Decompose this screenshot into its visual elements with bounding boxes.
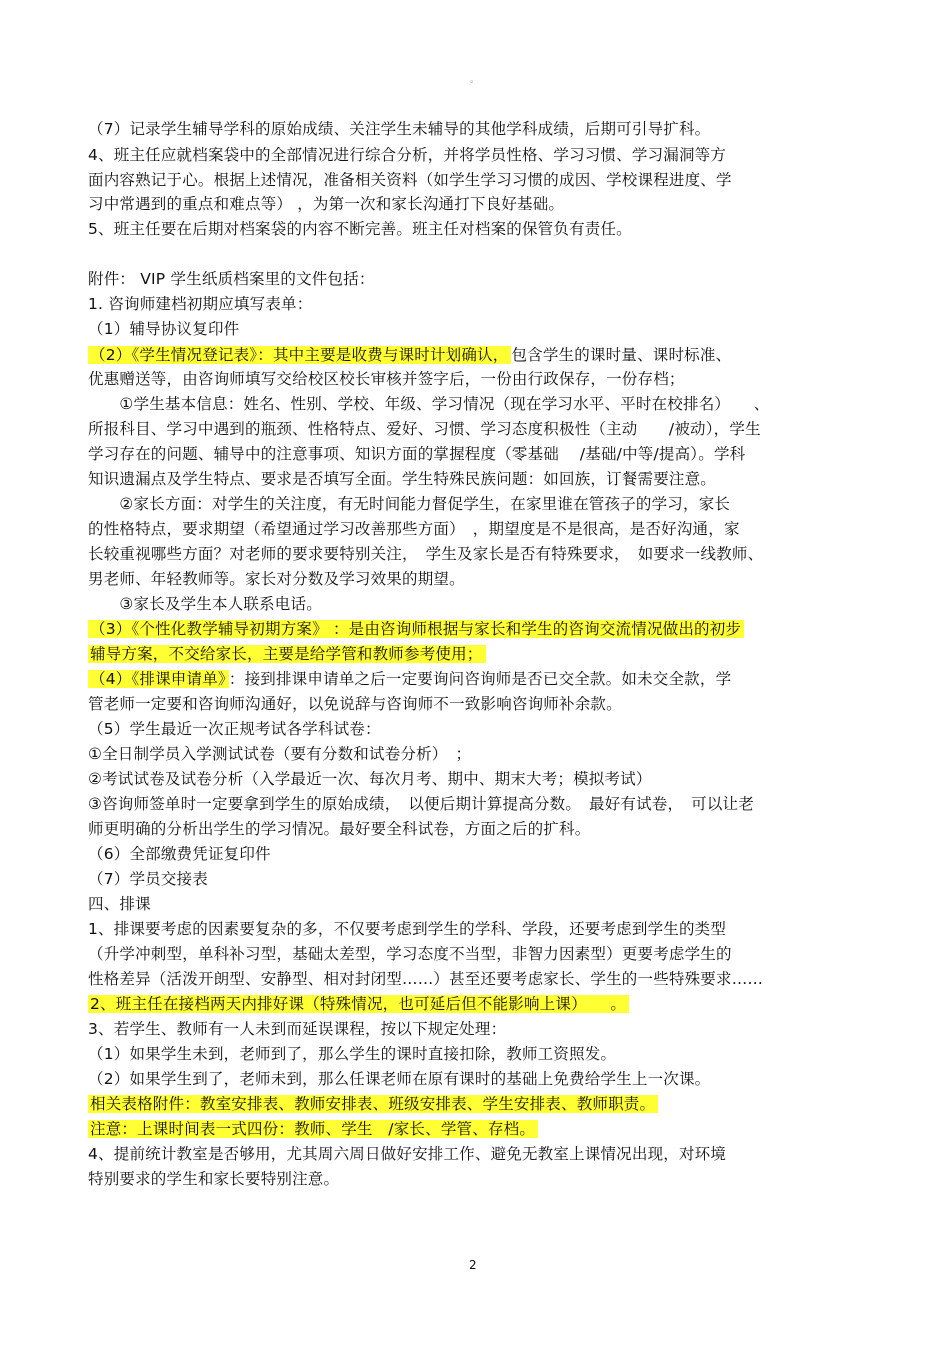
text-segment: 包含学生的课时量、课时标准、 — [511, 346, 732, 364]
text-line: 管老师一定要和咨询师沟通好，以免说辞与咨询师不一致影响咨询师补余款。 — [88, 695, 622, 713]
text-line: 附件： VIP 学生纸质档案里的文件包括： — [88, 270, 375, 288]
text-line: 习中常遇到的重点和难点等） ，为第一次和家长沟通打下良好基础。 — [88, 195, 565, 213]
text-line: ③家长及学生本人联系电话。 — [88, 595, 322, 613]
text-line: 长较重视哪些方面？对老师的要求要特别关注， 学生及家长是否有特殊要求， 如要求一线教师、 — [88, 545, 764, 563]
text-line: （2）如果学生到了，老师未到，那么任课老师在原有课时的基础上免费给学生上一次课。 — [88, 1070, 711, 1088]
highlight: 2、班主任在接档两天内排好课（特殊情况，也可延后但不能影响上课） 。 — [88, 995, 629, 1013]
text-segment: ：接到排课申请单之后一定要询问咨询师是否已交全款。如未交全款，学 — [228, 670, 732, 688]
highlight: （3）《个性化教学辅导初期方案》 ：是由咨询师根据与家长和学生的咨询交流情况做出的初步 — [88, 620, 744, 638]
text-line: （升学冲刺型，单科补习型，基础太差型，学习态度不当型，非智力因素型）更要考虑学生的 — [88, 945, 732, 963]
highlight: 相关表格附件：教室安排表、教师安排表、班级安排表、学生安排表、教师职责。 — [88, 1095, 658, 1113]
text-line — [88, 345, 731, 367]
text-line: ②考试试卷及试卷分析（入学最近一次、每次月考、期中、期末大考；模拟考试） — [88, 770, 652, 788]
text-line: 所报科目、学习中遇到的瓶颈、性格特点、爱好、习惯、学习态度积极性（主动 /被动），学生 — [88, 420, 761, 438]
section-heading: 四、排课 — [88, 895, 151, 913]
text-line: （1）如果学生未到，老师到了，那么学生的课时直接扣除，教师工资照发。 — [88, 1045, 617, 1063]
text-line: 男老师、年轻教师等。家长对分数及学习效果的期望。 — [88, 570, 465, 588]
text-line: 面内容熟记于心。根据上述情况，准备相关资料（如学生学习习惯的成因、学校课程进度、学 — [88, 171, 732, 189]
highlight: 注意：上课时间表一式四份：教师、学生 /家长、学管、存档。 — [88, 1120, 538, 1138]
text-line: ①学生基本信息：姓名、性别、学校、年级、学习情况（现在学习水平、平时在校排名） 、 — [88, 395, 770, 413]
text-line: ③咨询师签单时一定要拿到学生的原始成绩， 以便后期计算提高分数。 最好有试卷， 可以让老 — [88, 795, 754, 813]
text-line — [88, 669, 731, 691]
highlight: （2）《学生情况登记表》：其中主要是收费与课时计划确认， — [88, 346, 511, 364]
text-line: 师更明确的分析出学生的学习情况。最好要全科试卷，方面之后的扩科。 — [88, 820, 591, 838]
text-line: 知识遗漏点及学生特点、要求是否填写全面。学生特殊民族问题：如回族，订餐需要注意。 — [88, 470, 717, 488]
text-line: 4、提前统计教室是否够用，尤其周六周日做好安排工作、避免无教室上课情况出现，对环境 — [88, 1145, 727, 1163]
text-line: 1、排课要考虑的因素要复杂的多，不仅要考虑到学生的学科、学段，还要考虑到学生的类型 — [88, 920, 727, 938]
text-line: 4、班主任应就档案袋中的全部情况进行综合分析，并将学员性格、学习习惯、学习漏洞等方 — [88, 146, 727, 164]
page-number: 2 — [469, 1258, 477, 1272]
text-line: ①全日制学员入学测试试卷（要有分数和试卷分析） ； — [88, 745, 472, 763]
text-line: （6）全部缴费凭证复印件 — [88, 845, 271, 863]
text-line: 性格差异（活泼开朗型、安静型、相对封闭型……）甚至还要考虑家长、学生的一些特殊要求…… — [88, 970, 764, 988]
text-line: 5、班主任要在后期对档案袋的内容不断完善。班主任对档案的保管负有责任。 — [88, 220, 632, 238]
text-line: 学习存在的问题、辅导中的注意事项、知识方面的掌握程度（零基础 /基础/中等/提高）。学科 — [88, 445, 746, 463]
text-line — [88, 644, 486, 666]
highlight: （4）《排课申请单》 — [88, 670, 229, 688]
text-line — [88, 994, 629, 1016]
text-line: （7）学员交接表 — [88, 870, 208, 888]
text-line — [88, 1094, 658, 1116]
text-line: 的性格特点，要求期望（希望通过学习改善那些方面） ，期望度是不是很高，是否好沟通，家 — [88, 520, 740, 538]
text-line — [88, 1119, 538, 1141]
text-line: 优惠赠送等，由咨询师填写交给校区校长审核并签字后，一份由行政保存，一份存档； — [88, 370, 685, 388]
highlight: 辅导方案，不交给家长，主要是给学管和教师参考使用； — [88, 645, 486, 663]
text-line: （7）记录学生辅导学科的原始成绩、关注学生未辅导的其他学科成绩，后期可引导扩科。 — [88, 120, 711, 138]
text-line: ②家长方面：对学生的关注度，有无时间能力督促学生，在家里谁在管孩子的学习，家长 — [88, 495, 731, 513]
text-line: （5）学生最近一次正规考试各学科试卷： — [88, 720, 381, 738]
text-line: 3、若学生、教师有一人未到而延误课程，按以下规定处理： — [88, 1020, 507, 1038]
text-line — [88, 619, 744, 641]
text-line: 特别要求的学生和家长要特别注意。 — [88, 1170, 340, 1188]
text-line: 1. 咨询师建档初期应填写表单： — [88, 295, 313, 313]
header-mark: 。 — [470, 75, 480, 85]
text-line: （1）辅导协议复印件 — [88, 320, 240, 338]
